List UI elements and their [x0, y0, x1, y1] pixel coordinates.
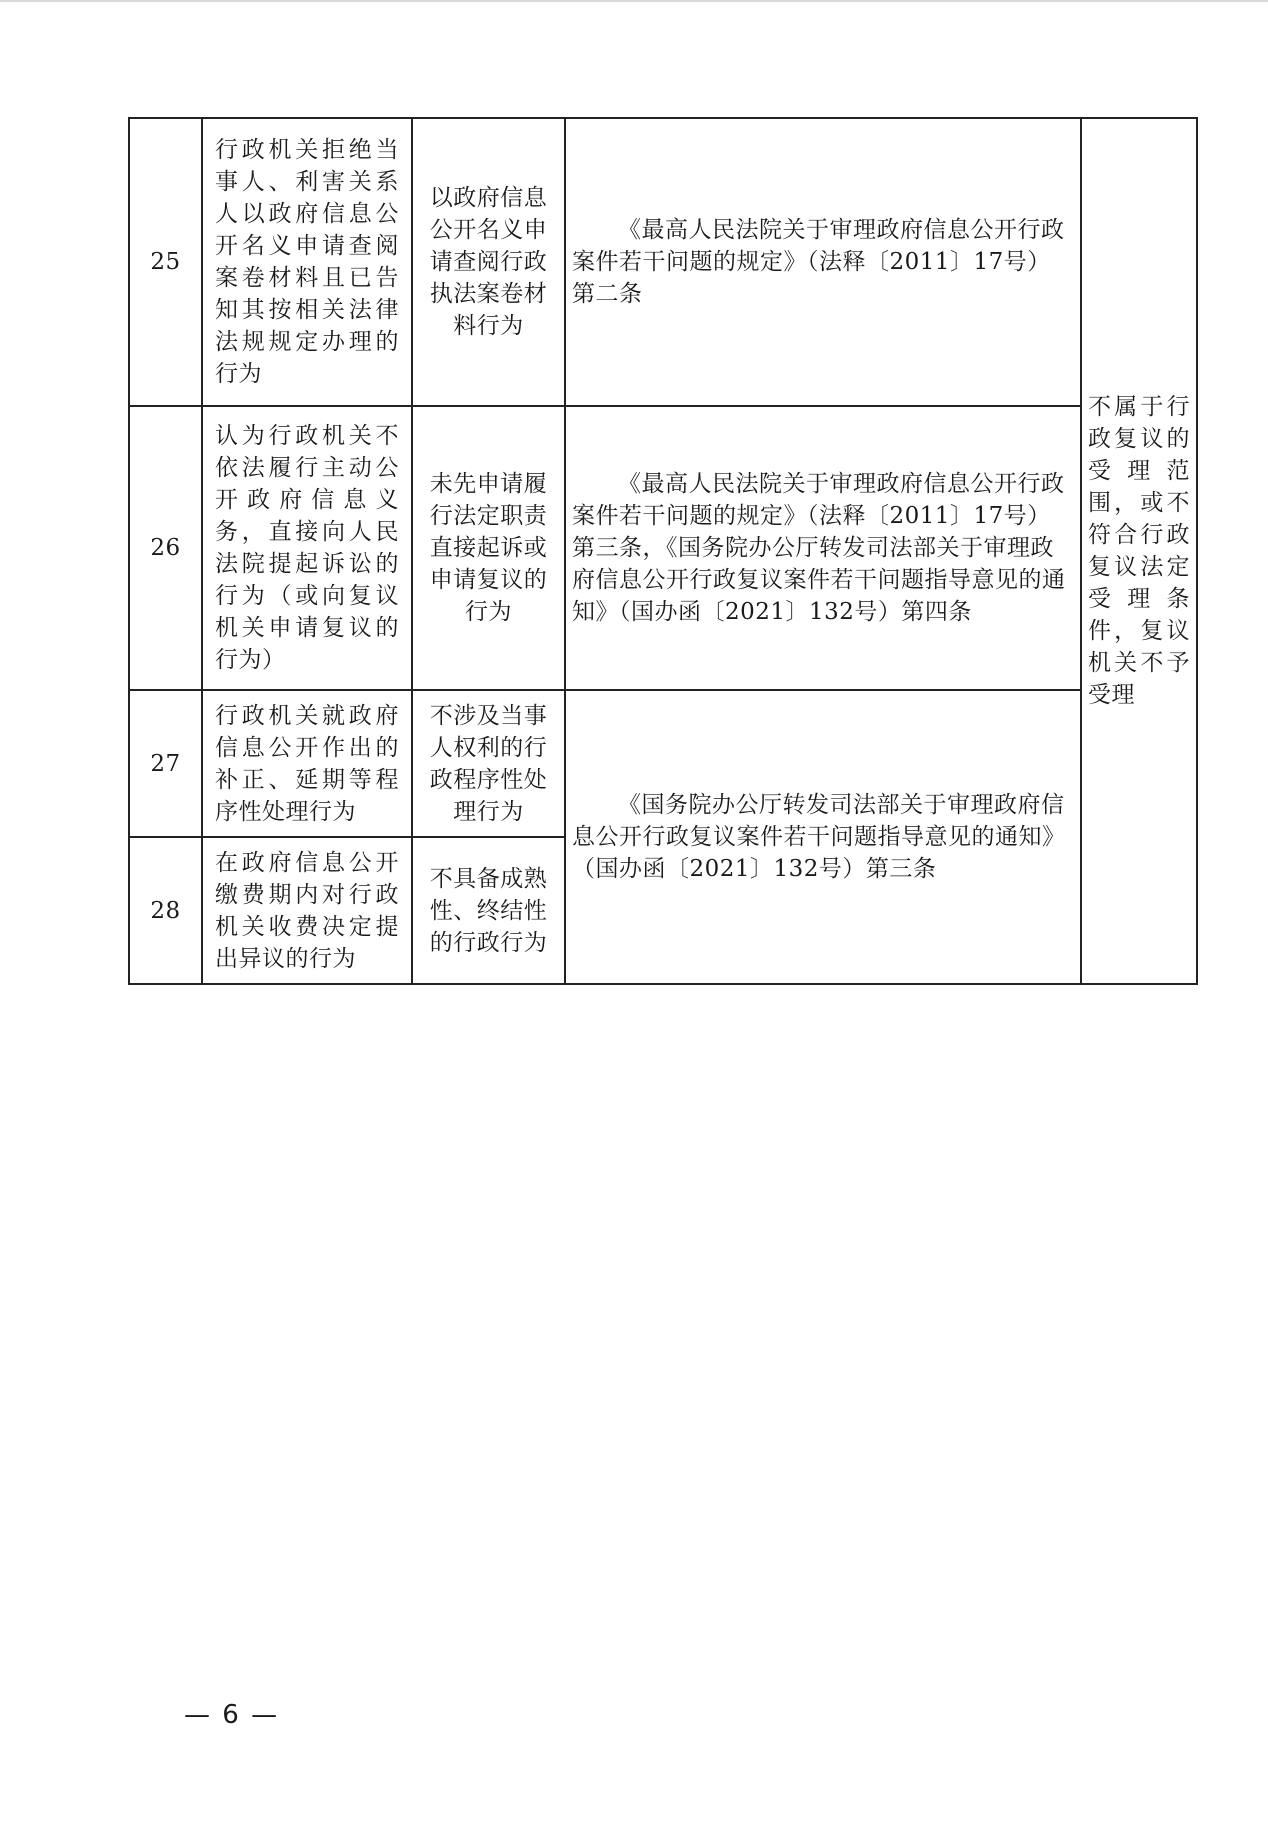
behavior-type-cell: 以政府信息公开名义申请查阅行政执法案卷材料行为 [412, 118, 565, 406]
review-scope-table [128, 117, 1198, 985]
page-top-edge [0, 0, 1268, 2]
legal-basis-cell [565, 406, 1081, 690]
table-row [129, 690, 1197, 837]
page-number: — 6 — [184, 1700, 280, 1730]
shared-legal-basis-cell [565, 690, 1081, 984]
behavior-type-cell: 未先申请履行法定职责直接起诉或申请复议的行为 [412, 406, 565, 690]
row-number: 25 [129, 118, 202, 406]
behavior-type-cell: 不涉及当事人权利的行政程序性处理行为 [412, 690, 565, 837]
legal-basis-text: 《最高人民法院关于审理政府信息公开行政案件若干问题的规定》（法释〔2011〕17号）第三条，《国务院办公厅转发司法部关于审理政府信息公开行政复议案件若干问题指导意见的通知》（国办函〔2021〕132号）第四条 [572, 471, 1066, 625]
behavior-cell: 行政机关拒绝当事人、利害关系人以政府信息公开名义申请查阅案卷材料且已告知其按相关法律法规规定办理的行为 [202, 118, 412, 406]
row-number: 28 [129, 837, 202, 984]
behavior-cell: 认为行政机关不依法履行主动公开政府信息义务，直接向人民法院提起诉讼的行为（或向复议机关申请复议的行为） [202, 406, 412, 690]
legal-basis-text: 《国务院办公厅转发司法部关于审理政府信息公开行政复议案件若干问题指导意见的通知》（国办函〔2021〕132号）第三条 [572, 792, 1066, 882]
handling-result-cell: 不属于行政复议的受理范围，或不符合行政复议法定受理条件，复议机关不予受理 [1081, 118, 1197, 984]
row-number: 26 [129, 406, 202, 690]
legal-basis-cell [565, 118, 1081, 406]
table-row [129, 118, 1197, 406]
legal-basis-text: 《最高人民法院关于审理政府信息公开行政案件若干问题的规定》（法释〔2011〕17号）第二条 [572, 217, 1065, 307]
behavior-cell: 在政府信息公开缴费期内对行政机关收费决定提出异议的行为 [202, 837, 412, 984]
row-number: 27 [129, 690, 202, 837]
behavior-type-cell: 不具备成熟性、终结性的行政行为 [412, 837, 565, 984]
table-row [129, 406, 1197, 690]
behavior-cell: 行政机关就政府信息公开作出的补正、延期等程序性处理行为 [202, 690, 412, 837]
